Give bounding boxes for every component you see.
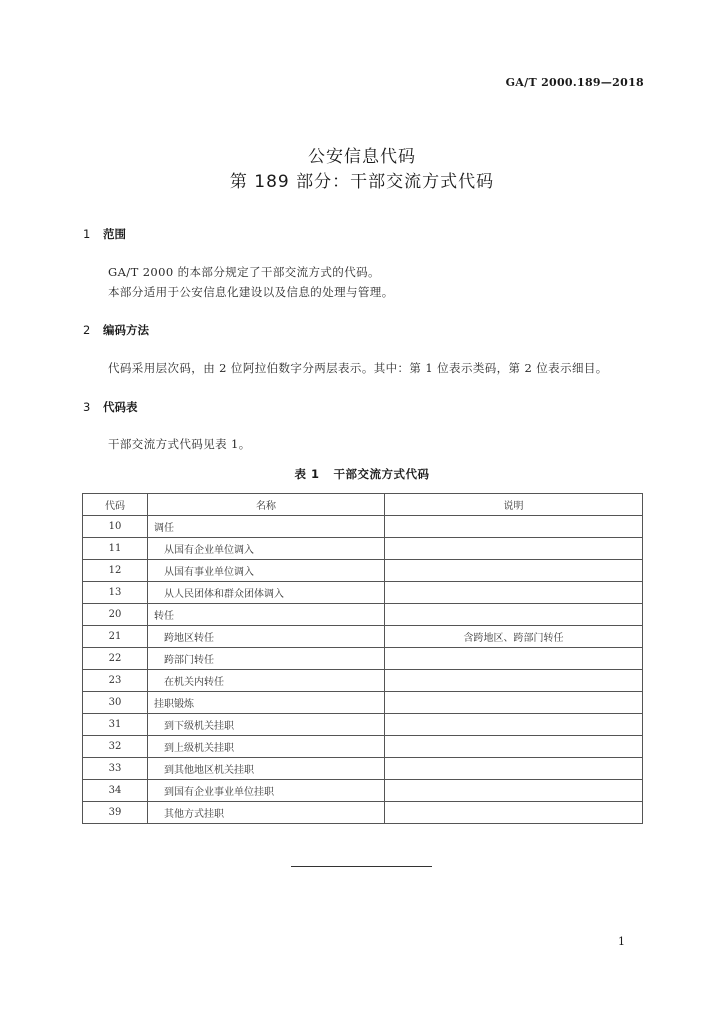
header-name: 名称 (148, 494, 385, 516)
description-cell (385, 560, 643, 582)
name-cell: 在机关内转任 (148, 670, 385, 692)
code-cell: 10 (83, 516, 148, 538)
table-caption (0, 466, 724, 482)
description-cell (385, 714, 643, 736)
code-cell: 22 (83, 648, 148, 670)
description-cell (385, 648, 643, 670)
header-description: 说明 (385, 494, 643, 516)
code-cell: 34 (83, 780, 148, 802)
document-title: 公安信息代码 (308, 147, 416, 167)
code-cell: 31 (83, 714, 148, 736)
code-cell: 39 (83, 802, 148, 824)
section-number: 1 (83, 227, 91, 241)
code-cell: 33 (83, 758, 148, 780)
section-title: 代码表 (103, 400, 138, 414)
table-body (83, 516, 643, 824)
name-cell: 到其他地区机关挂职 (148, 758, 385, 780)
table-row (83, 582, 643, 604)
code-cell: 30 (83, 692, 148, 714)
table-row (83, 538, 643, 560)
description-cell (385, 538, 643, 560)
page-number: 1 (618, 935, 625, 948)
name-cell: 转任 (148, 604, 385, 626)
end-rule (291, 866, 432, 867)
name-cell: 从国有企业单位调入 (148, 538, 385, 560)
section-number: 2 (83, 323, 91, 337)
description-cell (385, 604, 643, 626)
table-row (83, 780, 643, 802)
table-caption-label: 表 1 (294, 467, 320, 481)
code-table (82, 493, 643, 824)
section-1-paragraph-2: 本部分适用于公安信息化建设以及信息的处理与管理。 (108, 285, 394, 299)
description-cell (385, 758, 643, 780)
section-title: 编码方法 (103, 323, 149, 337)
table-row (83, 802, 643, 824)
code-cell: 11 (83, 538, 148, 560)
name-cell: 挂职锻炼 (148, 692, 385, 714)
description-cell (385, 736, 643, 758)
table-row (83, 516, 643, 538)
code-cell: 23 (83, 670, 148, 692)
header-code: 代码 (83, 494, 148, 516)
description-cell (385, 692, 643, 714)
section-number: 3 (83, 400, 91, 414)
name-cell: 到上级机关挂职 (148, 736, 385, 758)
description-cell (385, 670, 643, 692)
name-cell: 从国有事业单位调入 (148, 560, 385, 582)
table-row (83, 714, 643, 736)
code-cell: 32 (83, 736, 148, 758)
table-row (83, 626, 643, 648)
name-cell: 到下级机关挂职 (148, 714, 385, 736)
name-cell: 到国有企业事业单位挂职 (148, 780, 385, 802)
section-3-paragraph-1: 干部交流方式代码见表 1。 (108, 437, 251, 451)
table-row (83, 736, 643, 758)
code-cell: 13 (83, 582, 148, 604)
table-row (83, 560, 643, 582)
code-cell: 12 (83, 560, 148, 582)
name-cell: 跨地区转任 (148, 626, 385, 648)
table-row (83, 670, 643, 692)
name-cell: 调任 (148, 516, 385, 538)
description-cell: 含跨地区、跨部门转任 (385, 626, 643, 648)
description-cell (385, 802, 643, 824)
document-subtitle: 第 189 部分：干部交流方式代码 (229, 172, 495, 192)
name-cell: 跨部门转任 (148, 648, 385, 670)
table-header-row (83, 494, 643, 516)
table-caption-title: 干部交流方式代码 (333, 467, 430, 481)
description-cell (385, 582, 643, 604)
section-1-paragraph-1: GA/T 2000 的本部分规定了干部交流方式的代码。 (108, 265, 380, 279)
description-cell (385, 780, 643, 802)
table-row (83, 604, 643, 626)
code-cell: 21 (83, 626, 148, 648)
section-title: 范围 (103, 227, 126, 241)
name-cell: 其他方式挂职 (148, 802, 385, 824)
standard-code: GA/T 2000.189—2018 (505, 76, 644, 89)
section-1-heading (83, 226, 126, 242)
description-cell (385, 516, 643, 538)
table-row (83, 692, 643, 714)
section-3-heading (83, 399, 138, 415)
section-2-paragraph-1: 代码采用层次码，由 2 位阿拉伯数字分两层表示。其中：第 1 位表示类码，第 2 位表示细目。 (108, 361, 608, 375)
name-cell: 从人民团体和群众团体调入 (148, 582, 385, 604)
section-2-heading (83, 322, 149, 338)
code-cell: 20 (83, 604, 148, 626)
table-row (83, 758, 643, 780)
table-row (83, 648, 643, 670)
